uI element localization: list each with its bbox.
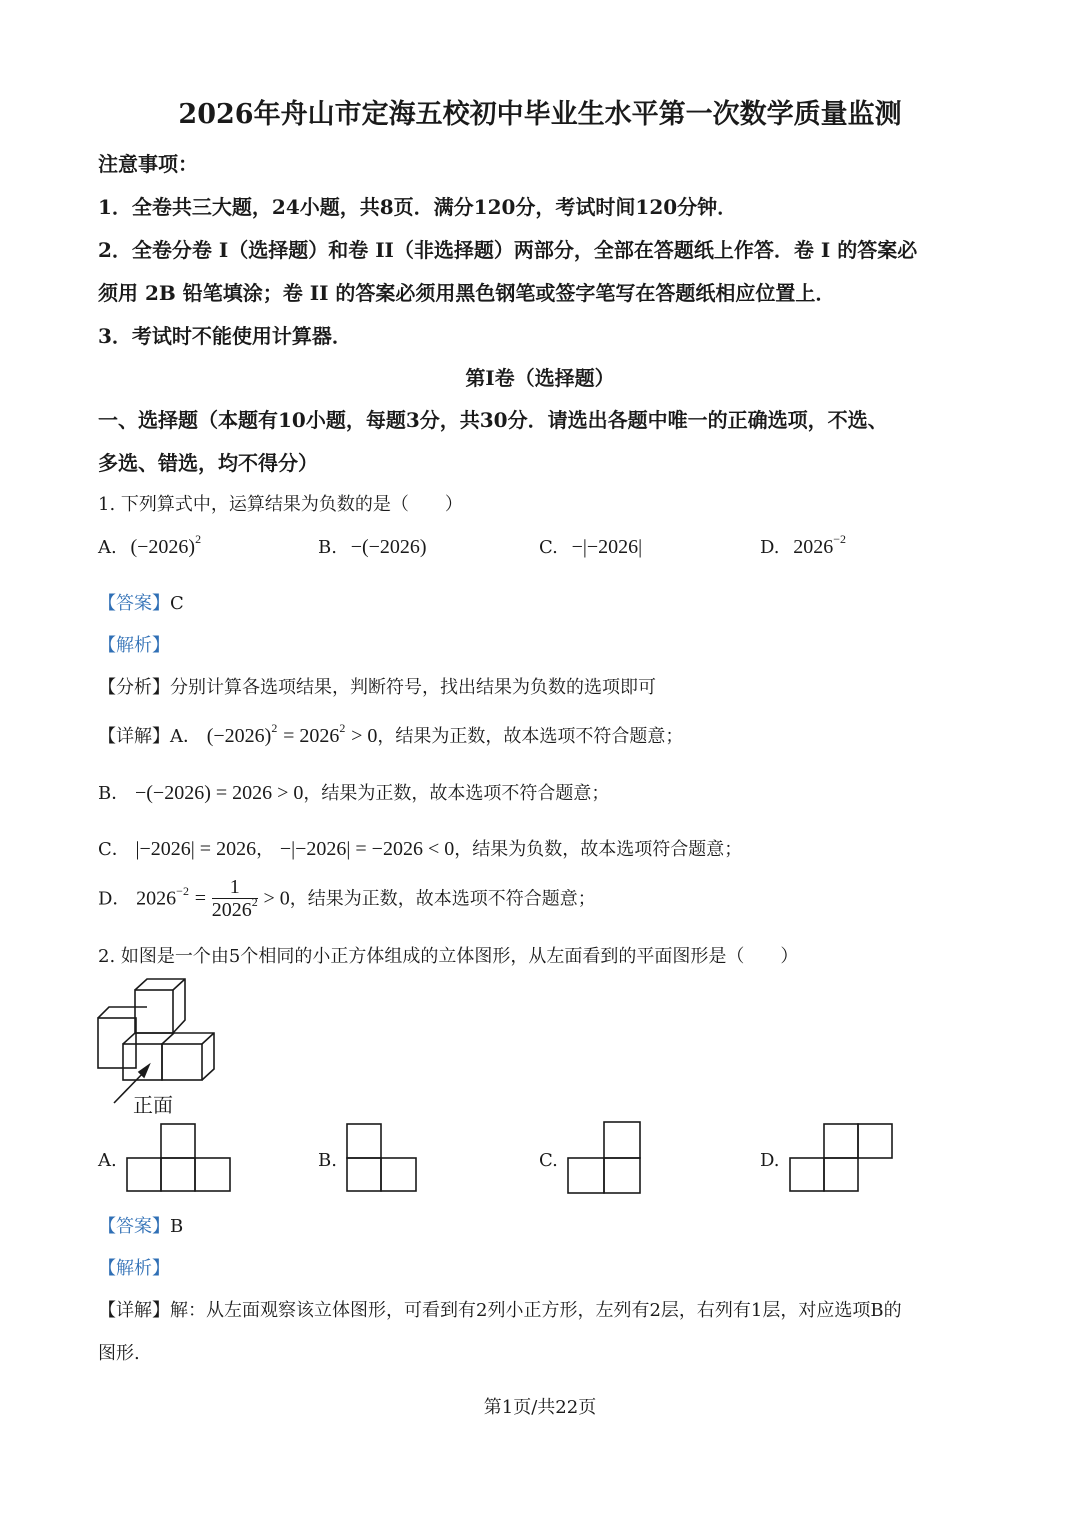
q2-option-b-figure bbox=[345, 1123, 420, 1193]
q1-answer-value: C bbox=[170, 593, 184, 614]
notes-item-1: 1．全卷共三大题，24小题，共8页．满分120分，考试时间120分钟． bbox=[98, 195, 738, 219]
q2-option-d-label: D. bbox=[760, 1150, 780, 1171]
q1-option-c-label: C. bbox=[539, 537, 558, 558]
q2-option-d-square-2 bbox=[824, 1158, 858, 1191]
q2-option-a-square-top bbox=[161, 1124, 195, 1158]
q1-detail-d-gt: > 0 bbox=[263, 887, 290, 910]
q2-option-a-square-2 bbox=[161, 1158, 195, 1191]
q1-detail-d-denominator: 2026 bbox=[211, 899, 252, 921]
q2-option-d-square-top-1 bbox=[824, 1124, 858, 1158]
q2-answer-value: B bbox=[170, 1216, 184, 1237]
q1-option-a-label: A. bbox=[98, 537, 117, 558]
notes-item-3: 3．考试时不能使用计算器． bbox=[98, 324, 352, 348]
q2-option-d-square-1 bbox=[790, 1158, 824, 1191]
q1-detail-c-text: ，结果为负数，故本选项符合题意； bbox=[454, 839, 743, 860]
q1-option-b bbox=[318, 536, 427, 559]
notes-item-2-line-1: 2．全卷分卷 I（选择题）和卷 II（非选择题）两部分，全部在答题纸上作答．卷 I 的答案必 bbox=[98, 238, 918, 262]
q1-detail-d-numerator: 1 bbox=[212, 876, 258, 899]
q1-stem: 1. 下列算式中，运算结果为负数的是（ ） bbox=[98, 494, 463, 515]
notes-item-2-line-2: 须用 2B 铅笔填涂；卷 II 的答案必须用黑色钢笔或签字笔写在答题纸相应位置上． bbox=[98, 281, 836, 305]
q1-detail-d bbox=[98, 876, 596, 923]
q1-option-c-expr: −|−2026| bbox=[571, 536, 643, 558]
q1-detail-a-text: ，结果为正数，故本选项不符合题意； bbox=[377, 726, 684, 747]
part-heading-line-2: 多选、错选，均不得分） bbox=[98, 451, 318, 475]
q1-detail-c-expr2: −|−2026| = −2026 < 0 bbox=[279, 838, 455, 860]
q1-detail-a-label: A． bbox=[170, 726, 201, 747]
q2-cube-back-left-top bbox=[98, 1007, 147, 1018]
q1-option-b-label: B. bbox=[318, 537, 337, 558]
q1-detail-b-text: ，结果为正数，故本选项不符合题意； bbox=[303, 783, 610, 804]
q2-stem: 2. 如图是一个由5个相同的小正方体组成的立体图形，从左面看到的平面图形是（ ） bbox=[98, 946, 799, 967]
q2-cube-top-corner bbox=[173, 979, 185, 990]
q2-option-d-figure bbox=[788, 1123, 896, 1193]
q2-front-label: 正面 bbox=[133, 1093, 173, 1117]
q1-detail-c-label: C． bbox=[98, 839, 130, 860]
q2-answer-tag: 【答案】 bbox=[98, 1216, 170, 1237]
q2-option-c-square-2 bbox=[604, 1158, 640, 1193]
q1-detail-a-exp1: 2 bbox=[271, 721, 278, 735]
q1-option-a-exp: 2 bbox=[195, 532, 202, 546]
q1-detail-a-expr3: > 0 bbox=[351, 725, 378, 747]
q2-cube-top-edges bbox=[135, 979, 185, 1033]
q2-cube-front-mid-edge bbox=[162, 1033, 174, 1044]
q1-detail-a-exp2: 2 bbox=[339, 721, 346, 735]
q1-detail-c-sep: ， bbox=[256, 839, 275, 860]
q2-option-a-square-1 bbox=[127, 1158, 161, 1191]
q1-option-a-expr: (−2026) bbox=[130, 536, 196, 558]
q2-option-c-square-top bbox=[604, 1122, 640, 1158]
q1-detail-d-base: 2026 bbox=[136, 887, 177, 910]
q1-detail-tag: 【详解】 bbox=[98, 726, 170, 747]
q1-option-d-expr: 2026 bbox=[793, 536, 834, 558]
q1-detail-a-expr2: = 2026 bbox=[283, 725, 340, 747]
q1-option-d-exp: −2 bbox=[833, 532, 847, 546]
exam-title: 2026年舟山市定海五校初中毕业生水平第一次数学质量监测 bbox=[178, 99, 902, 130]
q2-detail-tag: 【详解】 bbox=[98, 1300, 170, 1321]
q2-cube-back-left bbox=[98, 1018, 136, 1068]
q1-detail-a-expr1: (−2026) bbox=[206, 725, 272, 747]
q1-option-d-label: D. bbox=[760, 537, 780, 558]
q1-detail-a bbox=[98, 722, 683, 748]
q1-detail-d-label: D． bbox=[98, 888, 131, 910]
q1-detail-b-label: B． bbox=[98, 783, 130, 804]
q1-option-d bbox=[760, 532, 847, 559]
q2-option-b-square-1 bbox=[347, 1158, 381, 1191]
q1-detail-b bbox=[98, 779, 609, 805]
q2-detail-line-1 bbox=[98, 1296, 902, 1322]
page-footer: 第1页/共22页 bbox=[483, 1397, 597, 1418]
q1-detail-c bbox=[98, 835, 742, 861]
q2-detail-text-1: 解：从左面观察该立体图形，可看到有2列小正方形，左列有2层，右列有1层，对应选项B的 bbox=[170, 1300, 902, 1321]
q1-answer bbox=[98, 589, 184, 615]
q2-option-b-label: B. bbox=[318, 1150, 337, 1171]
q2-answer bbox=[98, 1212, 183, 1238]
q1-detail-d-text: ，结果为正数，故本选项不符合题意； bbox=[289, 888, 596, 910]
q1-detail-d-den-exp: 2 bbox=[251, 895, 258, 909]
q2-cube-front-right bbox=[162, 1044, 202, 1080]
q1-option-a bbox=[98, 532, 202, 559]
q2-detail-line-2: 图形. bbox=[98, 1343, 140, 1364]
q1-option-b-expr: −(−2026) bbox=[350, 536, 427, 558]
section-title: 第I卷（选择题） bbox=[465, 366, 615, 390]
q2-option-b-square-top bbox=[347, 1124, 381, 1158]
q1-detail-c-expr1: |−2026| = 2026 bbox=[135, 838, 257, 860]
q1-detail-b-expr: −(−2026) = 2026 > 0 bbox=[134, 782, 304, 804]
q2-analysis-tag: 【解析】 bbox=[98, 1258, 170, 1279]
q2-option-a-square-3 bbox=[195, 1158, 230, 1191]
q2-option-c-figure bbox=[566, 1121, 644, 1196]
q1-detail-d-fraction bbox=[212, 876, 258, 923]
q2-option-d-square-top-2 bbox=[858, 1124, 892, 1158]
q1-fenxi bbox=[98, 673, 656, 699]
q2-option-a-figure bbox=[125, 1123, 233, 1193]
q2-cube-top bbox=[135, 990, 173, 1033]
q1-detail-d-exp: −2 bbox=[176, 883, 189, 898]
q1-detail-d-eq: = bbox=[194, 887, 206, 910]
q1-fenxi-text: 分别计算各选项结果，判断符号，找出结果为负数的选项即可 bbox=[170, 677, 656, 698]
q2-option-a-label: A. bbox=[98, 1150, 117, 1171]
q1-answer-tag: 【答案】 bbox=[98, 593, 170, 614]
q2-option-c-label: C. bbox=[539, 1150, 558, 1171]
q2-option-c-square-1 bbox=[568, 1158, 604, 1193]
q2-cube-front-right-edge bbox=[202, 1033, 214, 1044]
notes-heading: 注意事项： bbox=[98, 152, 198, 176]
q1-option-c bbox=[539, 536, 642, 559]
q1-fenxi-tag: 【分析】 bbox=[98, 677, 170, 698]
part-heading-line-1: 一、选择题（本题有10小题，每题3分，共30分．请选出各题中唯一的正确选项，不选、 bbox=[98, 408, 888, 432]
q1-analysis-tag: 【解析】 bbox=[98, 635, 170, 656]
q2-option-b-square-2 bbox=[381, 1158, 416, 1191]
